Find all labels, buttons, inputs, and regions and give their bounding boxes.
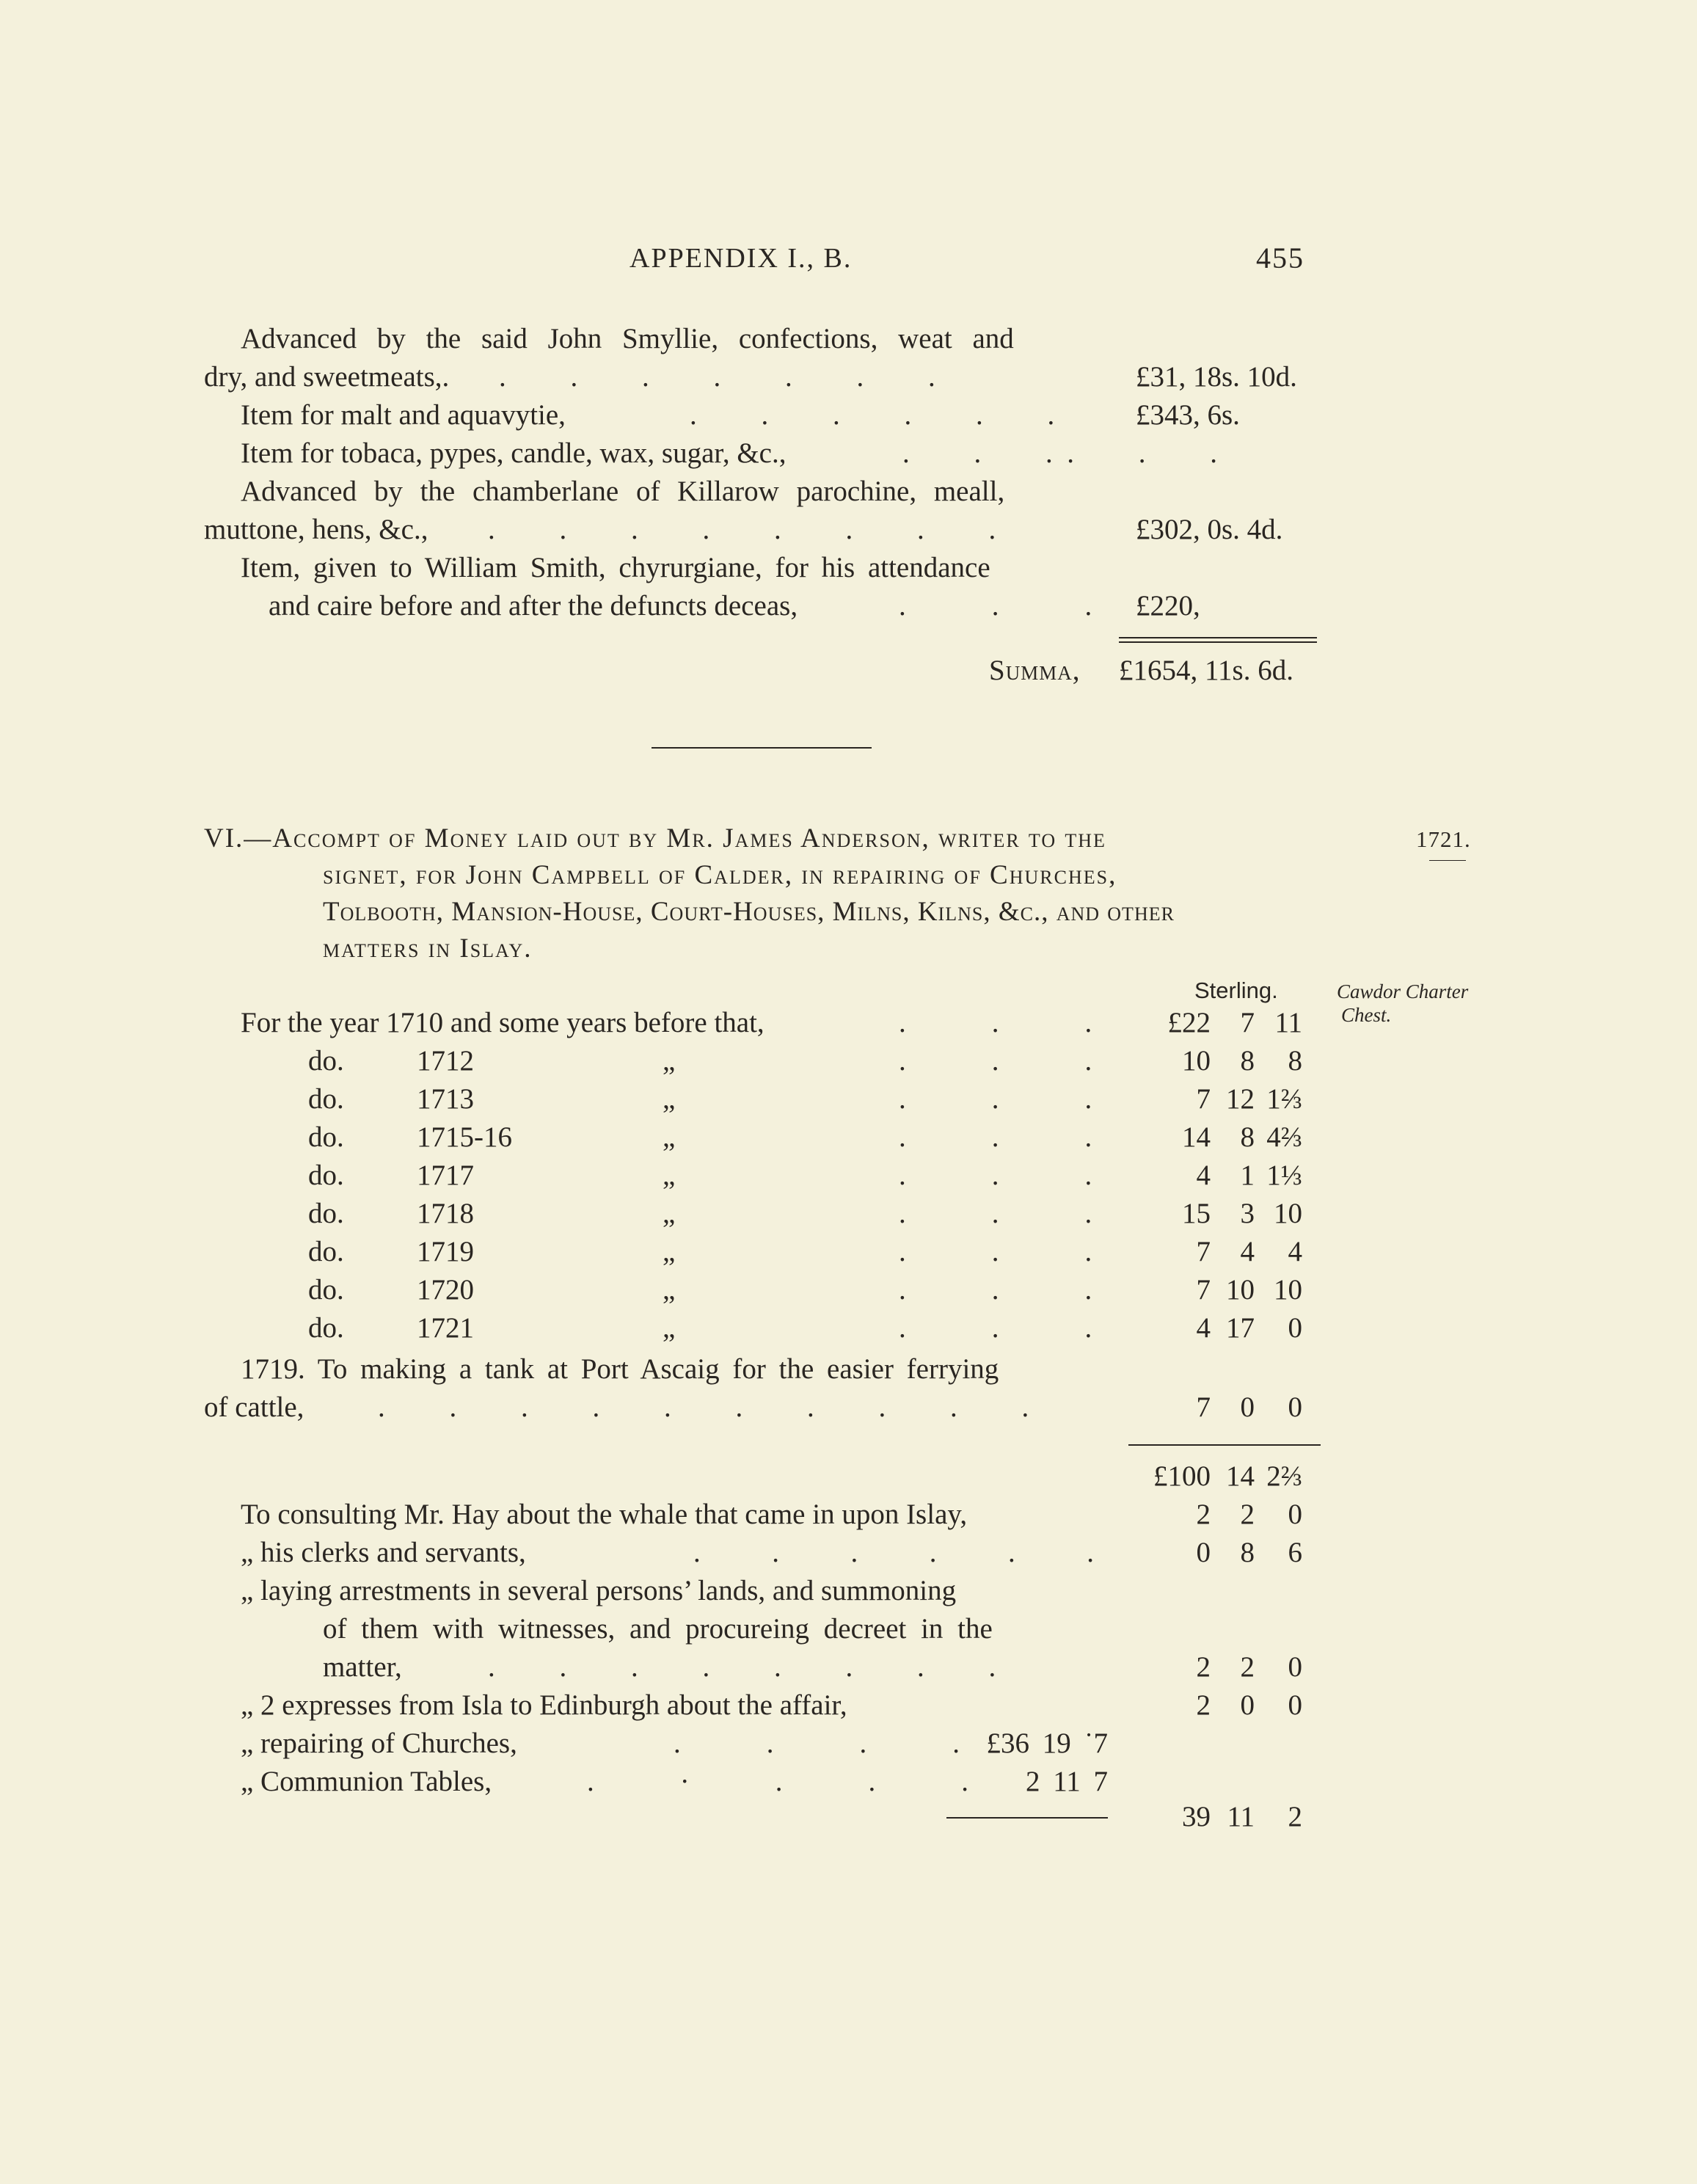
year-row-year: 1715-16 <box>417 1121 512 1153</box>
sum-rule <box>1119 637 1317 638</box>
leader-dots: . . . . . . <box>693 1537 1094 1568</box>
line-malt: Item for malt and aquavytie, <box>241 399 566 431</box>
amount-pounds: 4 <box>1196 1160 1211 1191</box>
section-heading: matters in Islay. <box>323 933 533 964</box>
amount-pounds: 2 <box>1196 1651 1211 1683</box>
subtotal-shillings: 14 <box>1226 1460 1255 1492</box>
leader-dots: . . . <box>899 1160 1092 1191</box>
amount-pounds: 4 <box>1196 1312 1211 1344</box>
leader-dots: . . . <box>899 1198 1092 1229</box>
amount-pounds: 10 <box>1182 1045 1211 1077</box>
year-row-year: 1719 <box>417 1236 474 1267</box>
leader-dots: . . . <box>899 1312 1092 1344</box>
line-sweetmeats: dry, and sweetmeats,. <box>204 361 450 393</box>
leader-dots: . . . . . . . . . . <box>378 1391 1029 1423</box>
amount-shillings: 3 <box>1240 1198 1255 1229</box>
amount-pence: 6 <box>1288 1537 1302 1568</box>
inner-rule <box>946 1817 1108 1819</box>
final-pounds: 39 <box>1182 1801 1211 1832</box>
leader-dots: . . . . . . <box>690 399 1055 431</box>
final-shillings: 11 <box>1227 1801 1255 1832</box>
amount-shillings: 2 <box>1240 1651 1255 1683</box>
section-heading: signet, for John Campbell of Calder, in repairing of Churches, <box>323 860 1117 890</box>
leader-dots: . . . <box>899 1007 1092 1038</box>
line-tobaca: Item for tobaca, pypes, candle, wax, sugar, &c., <box>241 437 787 469</box>
year-row-label: do. <box>308 1236 344 1267</box>
sterling-label: Sterling. <box>1194 978 1278 1003</box>
year-row-ditto: „ <box>663 1274 676 1306</box>
margin-rule <box>1429 860 1466 861</box>
amount-pence: 0 <box>1288 1651 1302 1683</box>
amount-shillings: 8 <box>1240 1537 1255 1568</box>
leader-dots: . . . . . . . . <box>488 514 996 545</box>
year-row-year: 1718 <box>417 1198 474 1229</box>
margin-source: Chest. <box>1341 1004 1392 1026</box>
year-row-label: do. <box>308 1121 344 1153</box>
leader-dots: . . . <box>899 1045 1092 1077</box>
summa-label: Summa, <box>989 655 1081 686</box>
subtotal-pence: 2⅔ <box>1266 1460 1302 1492</box>
year-row-ditto: „ <box>663 1198 676 1229</box>
amount-shillings: 7 <box>1240 1007 1255 1038</box>
amount-pounds: 14 <box>1182 1121 1211 1153</box>
line-caire: and caire before and after the defuncts deceas, <box>269 590 798 622</box>
amount-pence: 0 <box>1288 1391 1302 1423</box>
amount-sweetmeats: £31, 18s. 10d. <box>1136 361 1297 393</box>
item-line: To consulting Mr. Hay about the whale that came in upon Islay, <box>241 1499 968 1530</box>
year-row-ditto: „ <box>663 1160 676 1191</box>
year-row-label: do. <box>308 1083 344 1115</box>
item-line: „ repairing of Churches, <box>241 1728 517 1759</box>
leader-dots: . . . . . . . . <box>488 1651 996 1683</box>
leader-dots: . . . . <box>674 1728 960 1759</box>
year-row-ditto: „ <box>663 1312 676 1344</box>
line-william-smith: Item, given to William Smith, chyrurgiane, for his attendance <box>241 552 990 583</box>
amount-pence: 10 <box>1274 1274 1302 1306</box>
year-row-label: do. <box>308 1274 344 1306</box>
section-heading: Tolbooth, Mansion-House, Court-Houses, Milns, Kilns, &c., and other <box>323 897 1175 927</box>
amount-pounds: 15 <box>1182 1198 1211 1229</box>
page-number: 455 <box>1256 241 1304 274</box>
summa-value: £1654, 11s. 6d. <box>1119 655 1293 686</box>
year-row-label: do. <box>308 1312 344 1344</box>
sum-rule <box>1119 641 1317 643</box>
year-row-ditto: „ <box>663 1045 676 1077</box>
leader-dots: . . . <box>899 1121 1092 1153</box>
line-muttone: muttone, hens, &c., <box>204 514 428 545</box>
running-header: APPENDIX I., B. <box>629 243 853 274</box>
year-row-year: 1712 <box>417 1045 474 1077</box>
amount-pounds: 0 <box>1196 1537 1211 1568</box>
amount-pence: 0 <box>1288 1312 1302 1344</box>
leader-dots: . . . <box>899 590 1092 622</box>
amount-shillings: 10 <box>1226 1274 1255 1306</box>
leader-dots: . . . <box>899 1274 1092 1306</box>
year-row-label: do. <box>308 1198 344 1229</box>
amount-shillings: 8 <box>1240 1121 1255 1153</box>
amount-shillings: 8 <box>1240 1045 1255 1077</box>
inner-amount: £36 19 ˙7 <box>986 1728 1108 1759</box>
amount-pounds: 7 <box>1196 1274 1211 1306</box>
amount-pounds: 7 <box>1196 1083 1211 1115</box>
item-line: of them with witnesses, and procureing decreet in the <box>323 1613 993 1645</box>
amount-shillings: 0 <box>1240 1391 1255 1423</box>
year-row-ditto: „ <box>663 1083 676 1115</box>
tank-line: of cattle, <box>204 1391 304 1423</box>
year-row-label: For the year 1710 and some years before that, <box>241 1007 764 1038</box>
amount-pence: 11 <box>1274 1007 1302 1038</box>
section-heading: VI.—Accompt of Money laid out by Mr. James Anderson, writer to the <box>204 823 1106 853</box>
amount-shillings: 17 <box>1226 1312 1255 1344</box>
year-row-year: 1717 <box>417 1160 474 1191</box>
amount-shillings: 12 <box>1226 1083 1255 1115</box>
leader-dots: . . . . . . . <box>499 361 935 393</box>
leader-dots: . . . . . . <box>902 437 1217 469</box>
amount-pence: 4⅔ <box>1266 1121 1302 1153</box>
amount-shillings: 2 <box>1240 1499 1255 1530</box>
amount-muttone: £302, 0s. 4d. <box>1136 514 1283 545</box>
amount-pence: 4 <box>1288 1236 1302 1267</box>
item-line: matter, <box>323 1651 402 1683</box>
amount-shillings: 0 <box>1240 1689 1255 1721</box>
item-line: „ laying arrestments in several persons’ lands, and summoning <box>241 1575 957 1606</box>
amount-pounds: 2 <box>1196 1499 1211 1530</box>
year-row-ditto: „ <box>663 1121 676 1153</box>
amount-shillings: 4 <box>1240 1236 1255 1267</box>
amount-caire: £220, <box>1136 590 1200 622</box>
item-line: „ 2 expresses from Isla to Edinburgh about the affair, <box>241 1689 847 1721</box>
item-line: „ Communion Tables, <box>241 1766 492 1797</box>
leader-dots: . · . . . <box>587 1766 968 1797</box>
amount-pounds: 7 <box>1196 1391 1211 1423</box>
final-pence: 2 <box>1288 1801 1302 1832</box>
line-advanced-smyllie: Advanced by the said John Smyllie, confections, weat and <box>241 323 1014 354</box>
year-row-year: 1720 <box>417 1274 474 1306</box>
leader-dots: . . . <box>899 1083 1092 1115</box>
amount-pence: 0 <box>1288 1499 1302 1530</box>
year-row-year: 1721 <box>417 1312 474 1344</box>
year-row-label: do. <box>308 1160 344 1191</box>
amount-malt: £343, 6s. <box>1136 399 1240 431</box>
inner-amount: 2 11 7 <box>1025 1766 1108 1797</box>
item-line: „ his clerks and servants, <box>241 1537 526 1568</box>
amount-pounds: 2 <box>1196 1689 1211 1721</box>
amount-pence: 1⅔ <box>1266 1083 1302 1115</box>
year-row-year: 1713 <box>417 1083 474 1115</box>
section-divider <box>652 747 872 749</box>
line-chamberlane: Advanced by the chamberlane of Killarow parochine, meall, <box>241 476 1005 507</box>
amount-pounds: 7 <box>1196 1236 1211 1267</box>
tank-line: 1719. To making a tank at Port Ascaig for the easier ferrying <box>241 1353 999 1385</box>
amount-pounds: £22 <box>1167 1007 1211 1038</box>
margin-source: Cawdor Charter <box>1337 980 1469 1002</box>
year-row-label: do. <box>308 1045 344 1077</box>
total-rule <box>1128 1444 1321 1446</box>
subtotal-pounds: £100 <box>1153 1460 1211 1492</box>
amount-pence: 10 <box>1274 1198 1302 1229</box>
amount-shillings: 1 <box>1240 1160 1255 1191</box>
leader-dots: . . . <box>899 1236 1092 1267</box>
amount-pence: 8 <box>1288 1045 1302 1077</box>
year-row-ditto: „ <box>663 1236 676 1267</box>
amount-pence: 0 <box>1288 1689 1302 1721</box>
margin-year: 1721. <box>1416 826 1471 852</box>
amount-pence: 1⅓ <box>1266 1160 1302 1191</box>
